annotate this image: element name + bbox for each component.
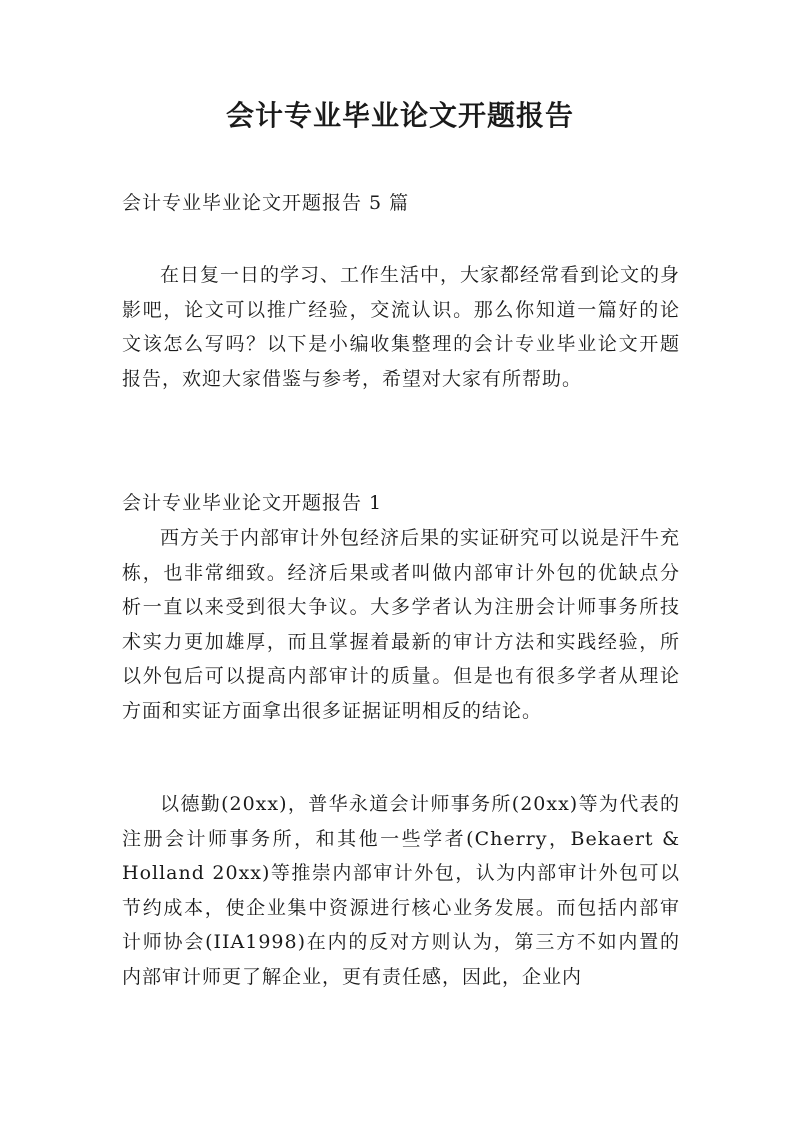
document-title: 会计专业毕业论文开题报告 xyxy=(225,99,574,132)
document-subtitle: 会计专业毕业论文开题报告 5 篇 xyxy=(122,192,410,214)
section-1-heading: 会计专业毕业论文开题报告 1 xyxy=(122,492,383,514)
section-1-paragraph-1: 西方关于内部审计外包经济后果的实证研究可以说是汗牛充栋，也非常细致。经济后果或者叫做内部审计外包的优缺点分析一直以来受到很大争议。大多学者认为注册会计师事务所技术实力更加雄厚，而且掌握着最新的审计方法和实践经验，所以外包后可以提高内部审计的质量。但是也有很多学者从理论方面和实证方面拿出很多证据证明相反的结论。 xyxy=(122,527,681,722)
section-1-paragraph-2: 以德勤(20xx)，普华永道会计师事务所(20xx)等为代表的注册会计师事务所，和其他一些学者(Cherry，Bekaert & Holland 20xx)等推崇内部审计外包，认为内部审计外包可以节约成本，使企业集中资源进行核心业务发展。而包括内部审计师协会(IIA1998)在内的反对方则认为，第三方不如内置的内部审计师更了解企业，更有责任感，因此，企业内 xyxy=(122,793,680,988)
intro-paragraph: 在日复一日的学习、工作生活中，大家都经常看到论文的身影吧，论文可以推广经验，交流认识。那么你知道一篇好的论文该怎么写吗？以下是小编收集整理的会计专业毕业论文开题报告，欢迎大家借鉴与参考，希望对大家有所帮助。 xyxy=(122,264,681,390)
